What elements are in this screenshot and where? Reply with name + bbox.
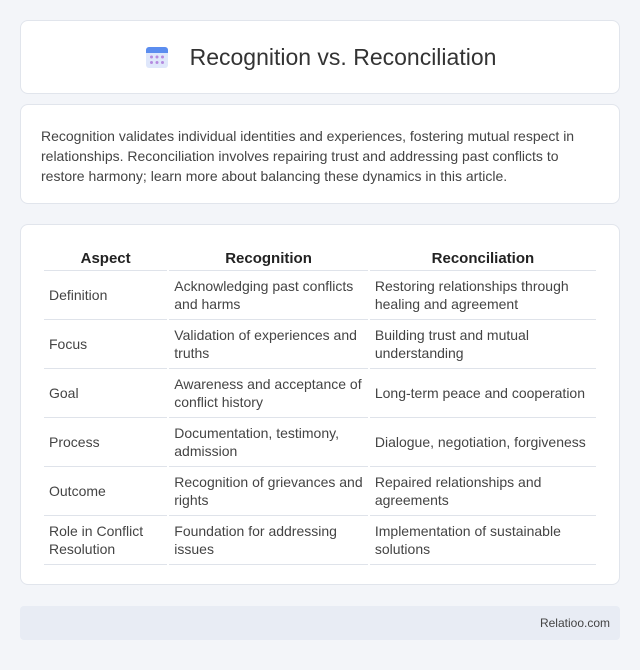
table-row bbox=[44, 320, 596, 369]
table-row bbox=[44, 467, 596, 516]
cell-aspect: Role in Conflict Resolution bbox=[44, 516, 167, 565]
table-row bbox=[44, 271, 596, 320]
cell-aspect: Definition bbox=[44, 271, 167, 320]
footer bbox=[20, 606, 620, 640]
page-title: Recognition vs. Reconciliation bbox=[189, 43, 497, 70]
footer-brand-link[interactable]: Relatioo.com bbox=[539, 616, 610, 630]
header-recognition: Recognition bbox=[169, 245, 368, 271]
cell-reconciliation: Repaired relationships and agreements bbox=[370, 467, 596, 516]
cell-aspect: Goal bbox=[44, 369, 167, 418]
cell-recognition: Recognition of grievances and rights bbox=[169, 467, 368, 516]
cell-aspect: Outcome bbox=[44, 467, 167, 516]
table-row bbox=[44, 369, 596, 418]
header-aspect: Aspect bbox=[44, 245, 167, 271]
table-row bbox=[44, 418, 596, 467]
cell-aspect: Process bbox=[44, 418, 167, 467]
cell-reconciliation: Dialogue, negotiation, forgiveness bbox=[370, 418, 596, 467]
table-row bbox=[44, 516, 596, 565]
cell-recognition: Foundation for addressing issues bbox=[169, 516, 368, 565]
cell-aspect: Focus bbox=[44, 320, 167, 369]
intro-card bbox=[20, 104, 620, 204]
cell-reconciliation: Long-term peace and cooperation bbox=[370, 369, 596, 418]
cell-reconciliation: Restoring relationships through healing and agreement bbox=[370, 271, 596, 320]
cell-reconciliation: Implementation of sustainable solutions bbox=[370, 516, 596, 565]
comparison-table bbox=[42, 245, 598, 565]
cell-recognition: Documentation, testimony, admission bbox=[169, 418, 368, 467]
table-header-row bbox=[44, 245, 596, 271]
title-card bbox=[20, 20, 620, 94]
cell-reconciliation: Building trust and mutual understanding bbox=[370, 320, 596, 369]
title-wrap bbox=[144, 44, 497, 71]
cell-recognition: Awareness and acceptance of conflict history bbox=[169, 369, 368, 418]
intro-text: Recognition validates individual identities and experiences, fostering mutual respect in relationships. Reconciliation involves repairing trust and addressing past conflicts to restore harmony; learn more about balancing these dynamics in this article. bbox=[41, 128, 575, 184]
header-reconciliation: Reconciliation bbox=[370, 245, 596, 271]
calendar-icon bbox=[144, 44, 170, 70]
table-card bbox=[20, 224, 620, 585]
cell-recognition: Validation of experiences and truths bbox=[169, 320, 368, 369]
cell-recognition: Acknowledging past conflicts and harms bbox=[169, 271, 368, 320]
